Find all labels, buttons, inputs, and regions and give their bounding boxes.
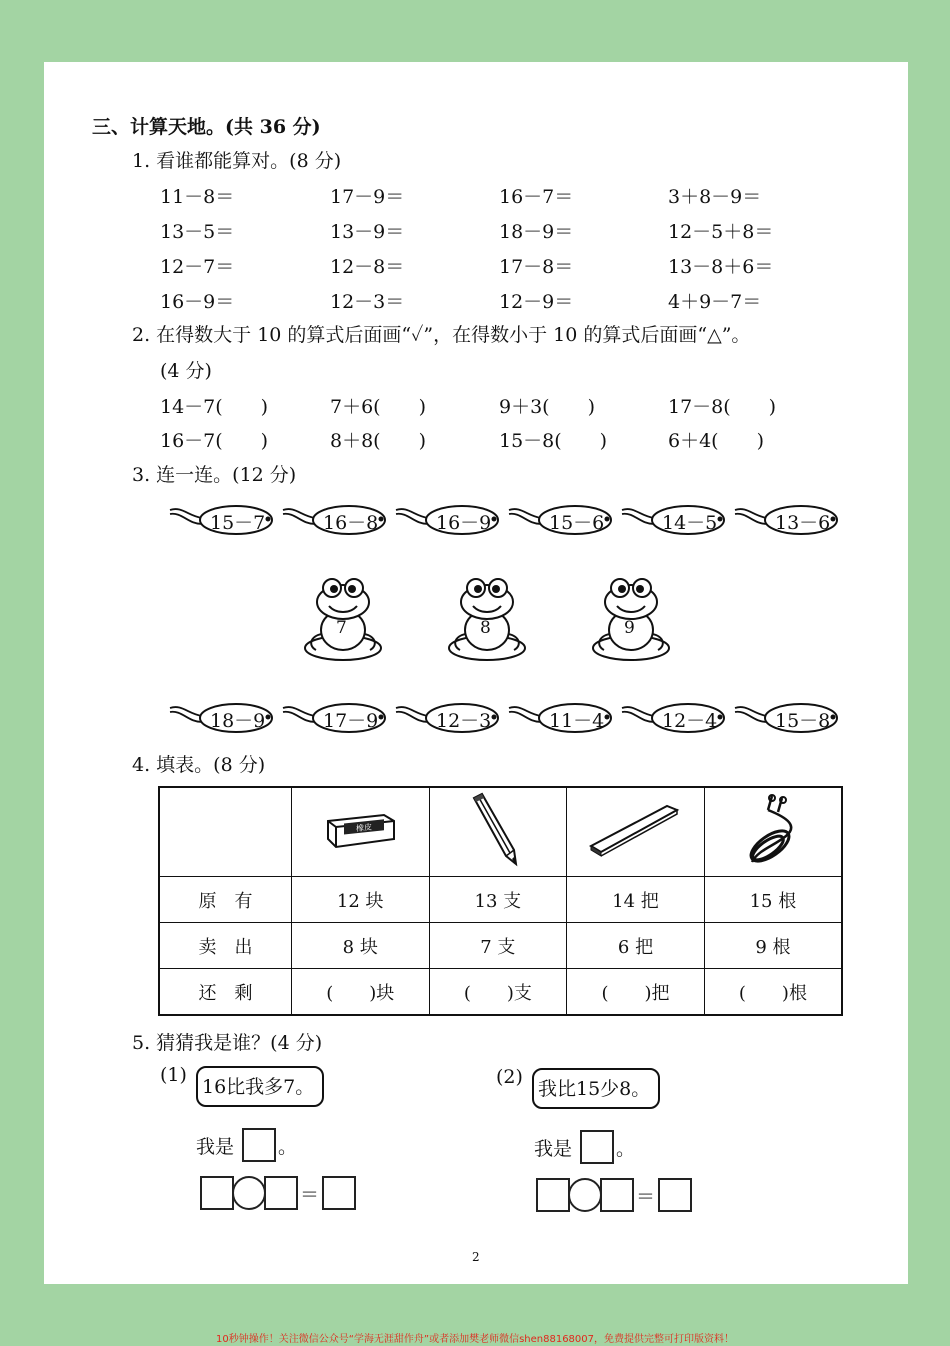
q5-part2-number: (2) xyxy=(496,1066,523,1088)
pencil-icon xyxy=(429,787,567,877)
q5-part1-bubble: 16比我多7。 xyxy=(196,1066,324,1107)
q1-title: 1. 看谁都能算对。(8 分) xyxy=(132,150,342,172)
q1-expression: 13－8＋6＝ xyxy=(668,256,774,278)
q1-expression: 12－8＝ xyxy=(330,256,405,278)
q1-expression: 18－9＝ xyxy=(499,221,574,243)
q2-expression[interactable]: 16－7( ) xyxy=(160,430,269,452)
eraser-icon xyxy=(291,787,429,877)
tadpole-label: 12－3 xyxy=(436,710,492,732)
equation-box[interactable] xyxy=(600,1178,634,1212)
q5-part2-answer-label: 我是 xyxy=(534,1138,573,1160)
frog-card[interactable] xyxy=(446,574,528,664)
q1-expression: 4＋9－7＝ xyxy=(668,291,762,313)
frog-card[interactable] xyxy=(590,574,672,664)
fill-table xyxy=(158,786,843,1016)
table-row: 还 剩 ( )块 ( )支 ( )把 ( )根 xyxy=(159,969,842,1016)
page-number: 2 xyxy=(472,1250,480,1264)
q2-expression[interactable]: 14－7( ) xyxy=(160,396,269,418)
equals-sign: ＝ xyxy=(636,1186,656,1208)
equation-box[interactable] xyxy=(536,1178,570,1212)
q5-part1-period: 。 xyxy=(278,1136,298,1158)
q2-expression[interactable]: 6＋4( ) xyxy=(668,430,765,452)
q5-part1-number: (1) xyxy=(160,1064,187,1086)
worksheet-page xyxy=(44,62,908,1284)
frog-number: 9 xyxy=(624,618,635,638)
q2-expression[interactable]: 17－8( ) xyxy=(668,396,777,418)
tadpole-card[interactable] xyxy=(733,502,843,538)
operator-circle[interactable] xyxy=(568,1178,602,1212)
tadpole-label: 15－8 xyxy=(775,710,831,732)
q1-expression: 12－5＋8＝ xyxy=(668,221,774,243)
tadpole-label: 15－6 xyxy=(549,512,605,534)
q2-expression[interactable]: 15－8( ) xyxy=(499,430,608,452)
equals-sign: ＝ xyxy=(300,1184,320,1206)
q1-expression: 12－7＝ xyxy=(160,256,235,278)
rope-icon xyxy=(704,787,842,877)
frog-number: 7 xyxy=(336,618,347,638)
ruler-icon xyxy=(567,787,705,877)
q5-part2-bubble: 我比15少8。 xyxy=(532,1068,660,1109)
tadpole-card[interactable] xyxy=(507,502,617,538)
footer-notice: 10秒钟操作！关注微信公众号“学海无涯甜作舟”或者添加樊老师微信shen88168007，免费提供完整可打印版资料！ xyxy=(215,1334,735,1345)
frog-number: 8 xyxy=(480,618,491,638)
q3-title: 3. 连一连。(12 分) xyxy=(132,464,297,486)
tadpole-card[interactable] xyxy=(281,502,391,538)
result-box[interactable] xyxy=(658,1178,692,1212)
equation-box[interactable] xyxy=(200,1176,234,1210)
tadpole-card[interactable] xyxy=(507,700,617,736)
q5-part1-answer-label: 我是 xyxy=(196,1136,235,1158)
tadpole-card[interactable] xyxy=(394,502,504,538)
tadpole-card[interactable] xyxy=(733,700,843,736)
q1-expression: 13－9＝ xyxy=(330,221,405,243)
tadpole-card[interactable] xyxy=(168,700,278,736)
tadpole-card[interactable] xyxy=(620,502,730,538)
tadpole-card[interactable] xyxy=(168,502,278,538)
table-row: 原 有 12 块 13 支 14 把 15 根 xyxy=(159,877,842,923)
q1-expression: 13－5＝ xyxy=(160,221,235,243)
tadpole-card[interactable] xyxy=(620,700,730,736)
tadpole-card[interactable] xyxy=(281,700,391,736)
equation-box[interactable] xyxy=(264,1176,298,1210)
tadpole-label: 15－7 xyxy=(210,512,266,534)
table-corner xyxy=(159,787,291,877)
q4-title: 4. 填表。(8 分) xyxy=(132,754,266,776)
q1-expression: 17－8＝ xyxy=(499,256,574,278)
q1-expression: 16－9＝ xyxy=(160,291,235,313)
q5-part2-period: 。 xyxy=(616,1138,636,1160)
q1-expression: 12－3＝ xyxy=(330,291,405,313)
q2-points: (4 分) xyxy=(160,360,212,382)
tadpole-label: 14－5 xyxy=(662,512,718,534)
table-row: 卖 出 8 块 7 支 6 把 9 根 xyxy=(159,923,842,969)
q2-title: 2. 在得数大于 10 的算式后面画“✓”，在得数小于 10 的算式后面画“△”。 xyxy=(132,324,751,346)
q2-expression[interactable]: 9＋3( ) xyxy=(499,396,596,418)
q2-expression[interactable]: 8＋8( ) xyxy=(330,430,427,452)
frog-card[interactable] xyxy=(302,574,384,664)
answer-box[interactable] xyxy=(242,1128,276,1162)
tadpole-card[interactable] xyxy=(394,700,504,736)
section-title: 三、计算天地。(共 36 分) xyxy=(92,116,321,138)
q5-title: 5. 猜猜我是谁？(4 分) xyxy=(132,1032,323,1054)
q1-expression: 11－8＝ xyxy=(160,186,235,208)
operator-circle[interactable] xyxy=(232,1176,266,1210)
tadpole-label: 11－4 xyxy=(549,710,605,732)
q1-expression: 17－9＝ xyxy=(330,186,405,208)
q2-expression[interactable]: 7＋6( ) xyxy=(330,396,427,418)
tadpole-label: 16－9 xyxy=(436,512,492,534)
answer-box[interactable] xyxy=(580,1130,614,1164)
result-box[interactable] xyxy=(322,1176,356,1210)
tadpole-label: 13－6 xyxy=(775,512,831,534)
q1-expression: 16－7＝ xyxy=(499,186,574,208)
tadpole-label: 17－9 xyxy=(323,710,379,732)
q1-expression: 3＋8－9＝ xyxy=(668,186,762,208)
tadpole-label: 18－9 xyxy=(210,710,266,732)
q1-expression: 12－9＝ xyxy=(499,291,574,313)
svg-text:橡皮: 橡皮 xyxy=(356,822,373,833)
tadpole-label: 16－8 xyxy=(323,512,379,534)
tadpole-label: 12－4 xyxy=(662,710,718,732)
